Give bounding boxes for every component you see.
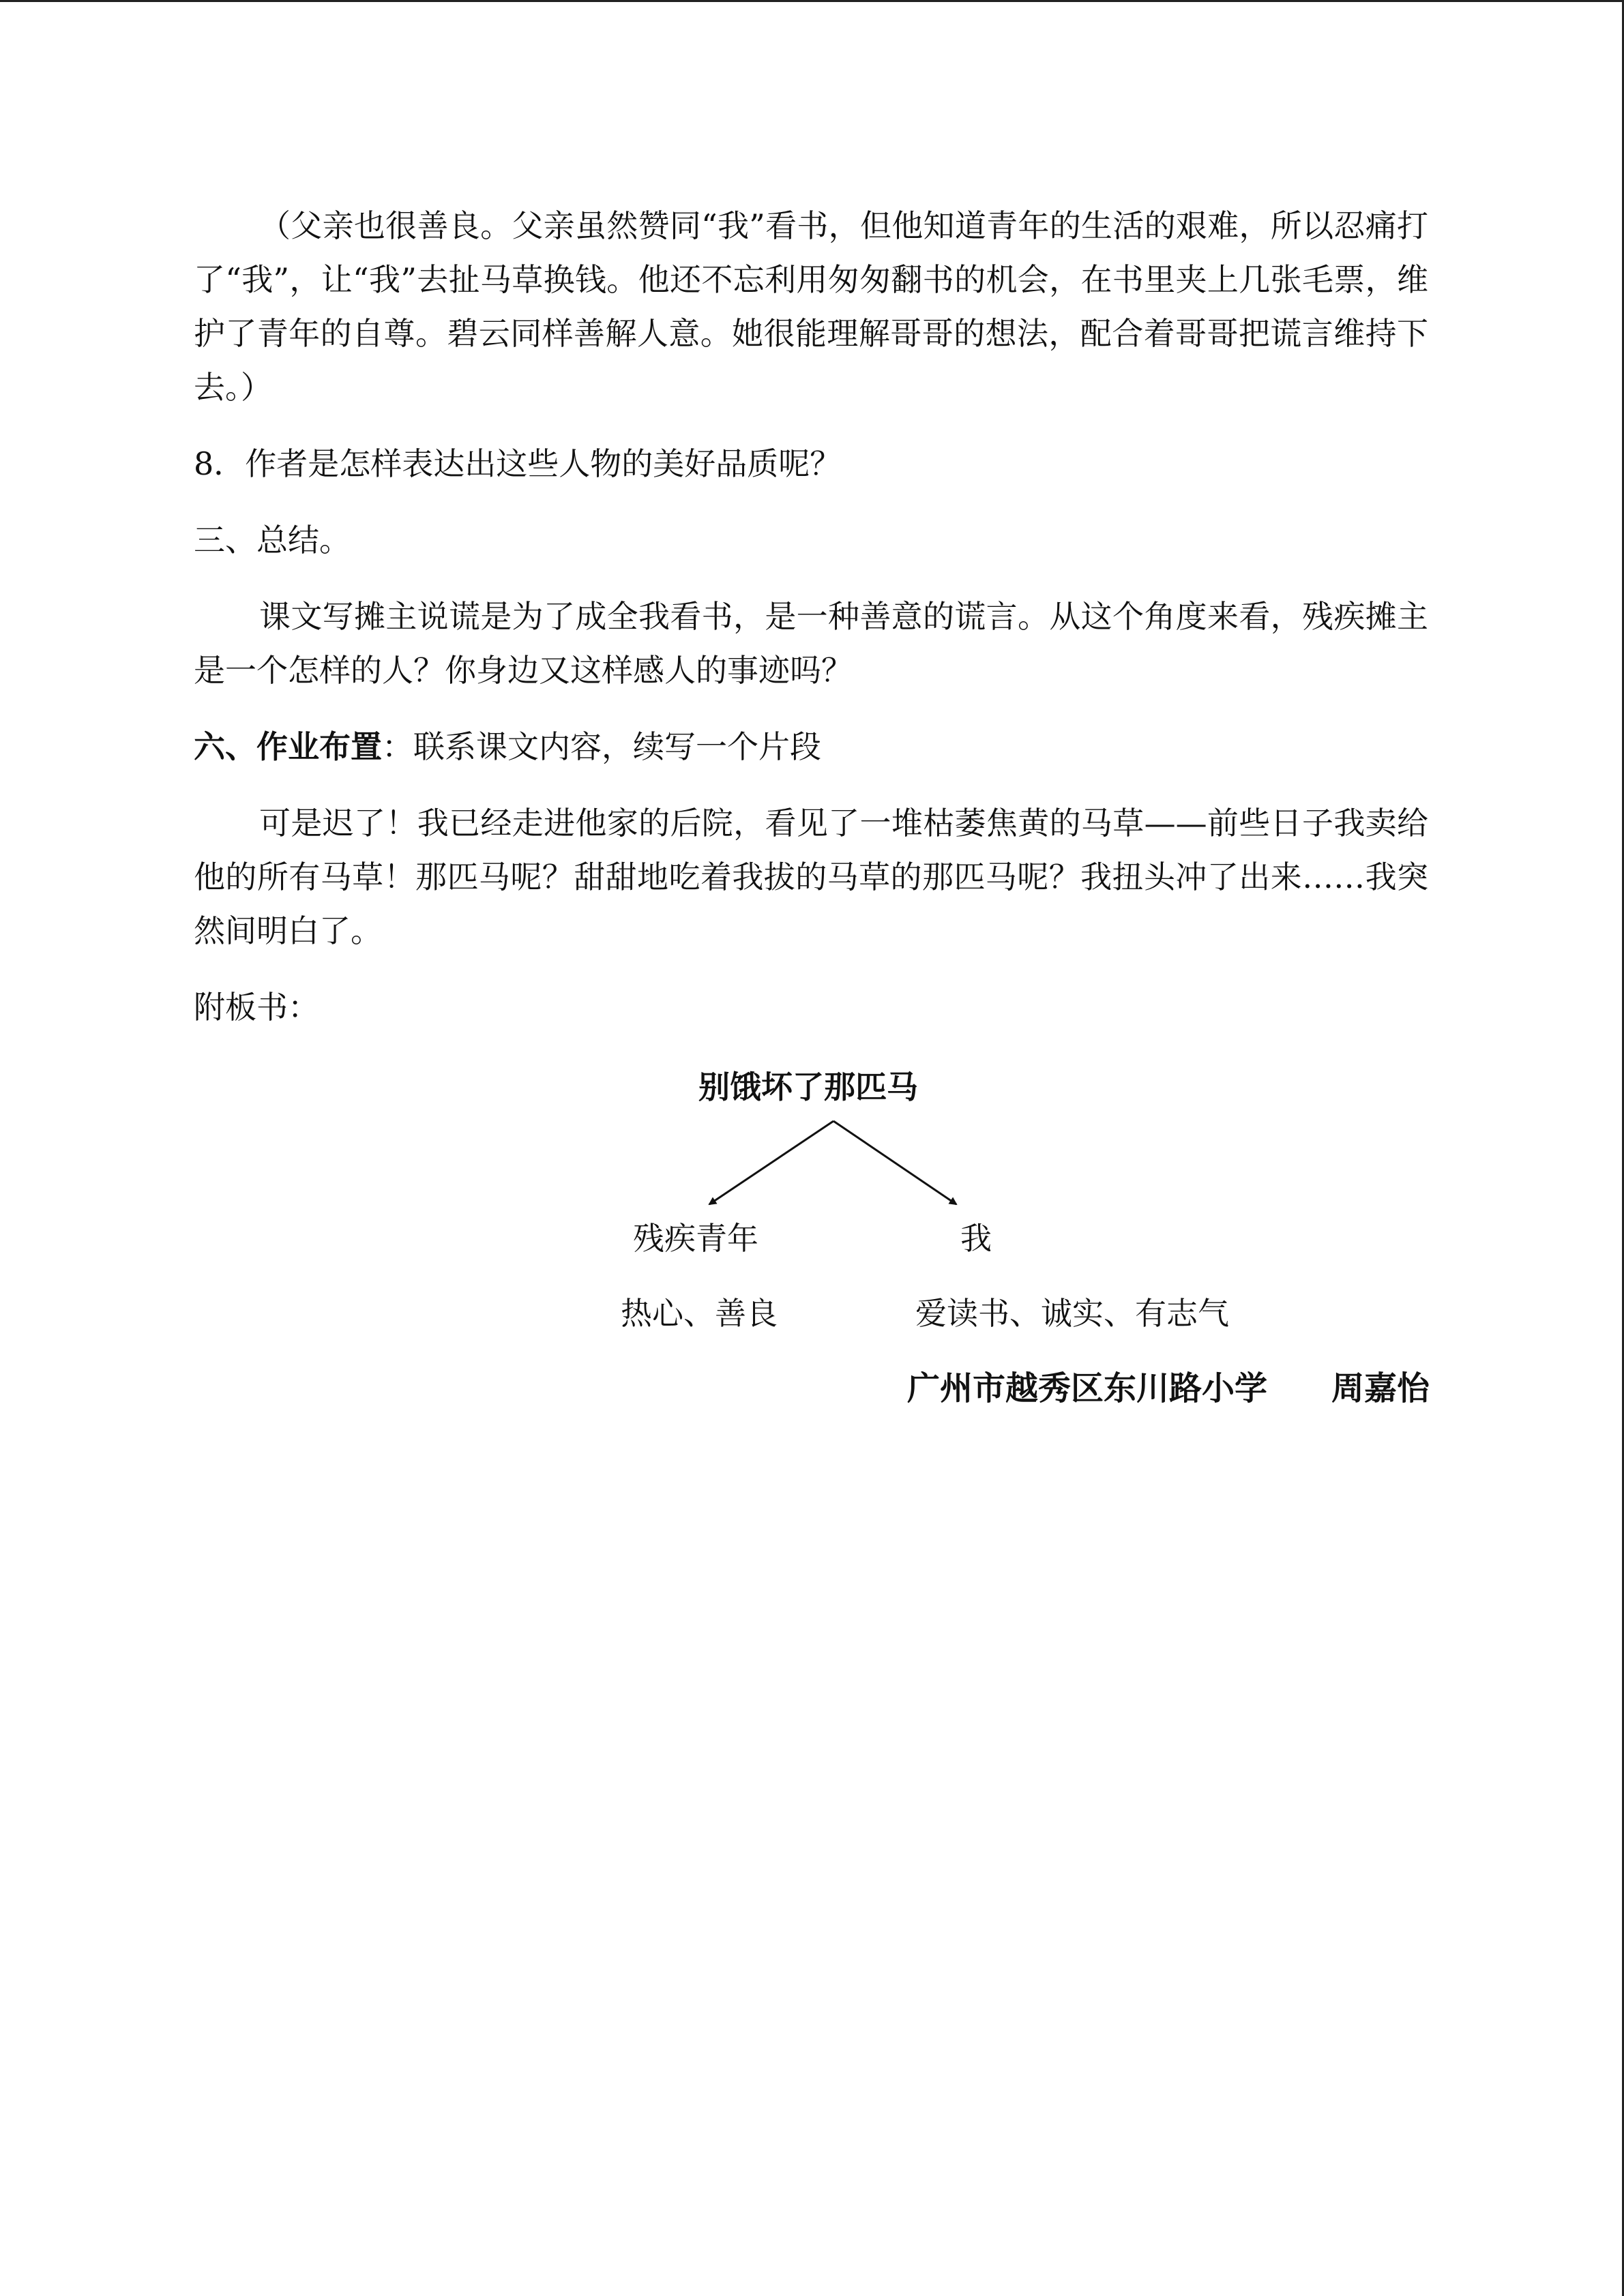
father-note-paragraph: （父亲也很善良。父亲虽然赞同“我”看书，但他知道青年的生活的艰难，所以忍痛打了“我”，让“我”去扯马草换钱。他还不忘利用匆匆翻书的机会，在书里夹上几张毛票，维护了青年的自尊。碧云同样善解人意。她很能理解哥哥的想法，配合着哥哥把谎言维持下去。）	[194, 207, 1428, 406]
homework-text: ：联系课文内容，续写一个片段	[382, 728, 821, 765]
homework-line	[194, 720, 1428, 774]
summary-paragraph: 课文写摊主说谎是为了成全我看书，是一种善意的谎言。从这个角度来看，残疾摊主是一个怎样的人？你身边又这样感人的事迹吗？	[194, 598, 1428, 689]
document-body	[194, 199, 1428, 1057]
school-name: 广州市越秀区东川路小学	[907, 1369, 1268, 1407]
author-name: 周嘉怡	[1331, 1369, 1430, 1407]
board-right-name: 我	[960, 1220, 992, 1257]
board-right-traits: 爱读书、诚实、有志气	[915, 1295, 1229, 1332]
summary-heading: 三、总结。	[194, 522, 351, 558]
continuation-paragraph: 可是迟了！我已经走进他家的后院，看见了一堆枯萎焦黄的马草——前些日子我卖给他的所有马草！那匹马呢？甜甜地吃着我拔的马草的那匹马呢？我扭头冲了出来……我突然间明白了。	[194, 805, 1428, 949]
board-title: 别饿坏了那匹马	[698, 1069, 918, 1105]
board-left-traits: 热心、善良	[621, 1295, 778, 1332]
board-left-name: 残疾青年	[633, 1220, 758, 1257]
question-8: 8．作者是怎样表达出这些人物的美好品质呢？	[194, 445, 842, 482]
board-label: 附板书：	[194, 989, 319, 1026]
homework-label: 六、作业布置	[194, 728, 382, 765]
